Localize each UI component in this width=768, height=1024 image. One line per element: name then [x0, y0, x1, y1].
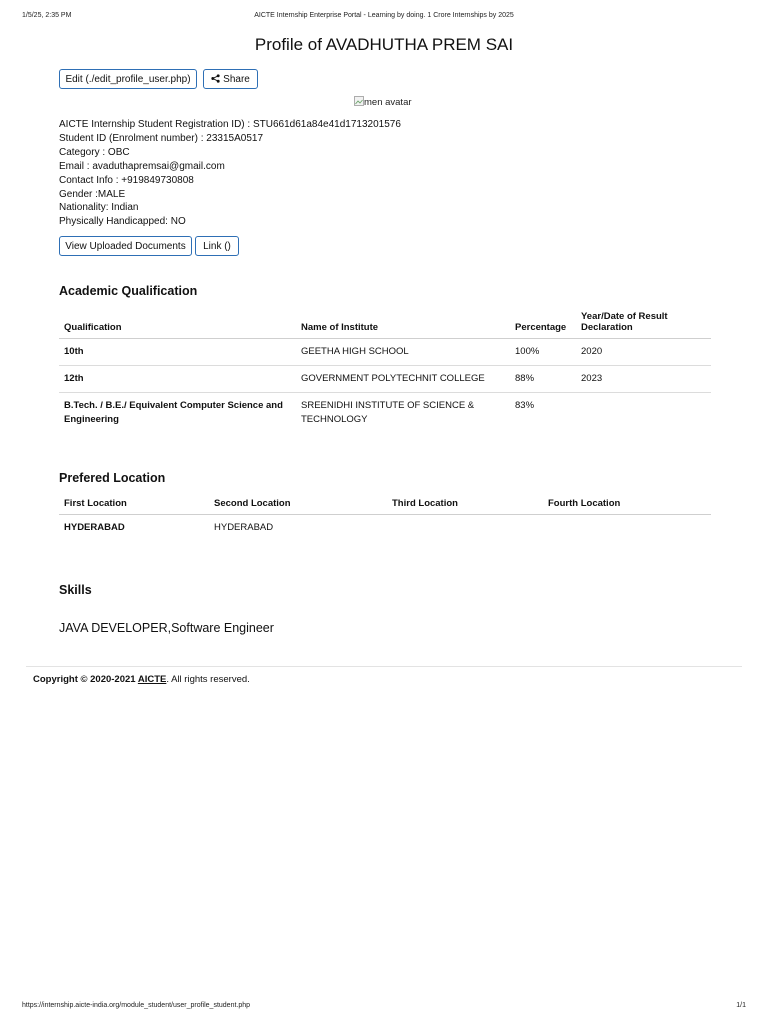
edit-profile-label: Edit (./edit_profile_user.php) — [65, 74, 191, 85]
second-location-cell: HYDERABAD — [214, 522, 274, 533]
header-percentage: Percentage — [510, 308, 576, 339]
institute-cell: SREENIDHI INSTITUTE OF SCIENCE & TECHNOLOGY — [296, 393, 510, 434]
link-button[interactable] — [195, 236, 239, 256]
table-row — [59, 515, 711, 542]
header-first-location: First Location — [59, 495, 209, 515]
footer-divider — [26, 666, 742, 667]
header-second-location: Second Location — [209, 495, 387, 515]
page-title: Profile of AVADHUTHA PREM SAI — [254, 35, 514, 54]
year-cell: 2023 — [576, 366, 711, 393]
registration-id: AICTE Internship Student Registration ID) : STU661d61a84e41d1713201576 — [59, 119, 401, 130]
print-url: https://internship.aicte-india.org/module_student/user_profile_student.php — [22, 1002, 251, 1009]
contact-info: Contact Info : +919849730808 — [59, 174, 194, 186]
third-location-cell — [387, 515, 543, 542]
view-documents-label: View Uploaded Documents — [65, 241, 186, 252]
student-info — [59, 118, 401, 229]
academic-section-title: Academic Qualification — [59, 284, 198, 298]
share-icon — [211, 71, 220, 91]
location-section-title: Prefered Location — [59, 471, 166, 485]
email: Email : avaduthapremsai@gmail.com — [59, 160, 225, 172]
first-location-cell: HYDERABAD — [64, 522, 125, 533]
print-datetime: 1/5/25, 2:35 PM — [22, 12, 72, 19]
percentage-cell: 100% — [510, 339, 576, 366]
category: Category : OBC — [59, 146, 130, 158]
skills-section-title: Skills — [59, 583, 92, 597]
view-documents-button[interactable] — [59, 236, 192, 256]
header-year: Year/Date of Result Declaration — [576, 308, 711, 339]
physically-handicapped: Physically Handicapped: NO — [59, 216, 186, 228]
qualification-cell: B.Tech. / B.E./ Equivalent Computer Science and Engineering — [59, 393, 296, 434]
share-button[interactable] — [203, 69, 258, 89]
table-row — [59, 366, 711, 393]
student-id: Student ID (Enrolment number) : 23315A0517 — [59, 132, 264, 144]
print-page-title: AICTE Internship Enterprise Portal - Learning by doing. 1 Crore Internships by 2025 — [254, 12, 514, 19]
academic-header-row — [59, 308, 711, 339]
header-institute: Name of Institute — [296, 308, 510, 339]
location-header-row — [59, 495, 711, 515]
copyright — [33, 674, 250, 685]
copyright-suffix: . All rights reserved. — [166, 674, 250, 685]
print-header — [0, 12, 768, 22]
link-label: Link () — [203, 241, 231, 252]
share-label: Share — [223, 74, 250, 85]
aicte-link[interactable]: AICTE — [137, 674, 167, 685]
year-cell — [576, 393, 711, 434]
skills-text: JAVA DEVELOPER,Software Engineer — [59, 621, 274, 635]
avatar-alt-text: men avatar — [364, 97, 412, 108]
qualification-cell: 10th — [59, 339, 296, 366]
avatar — [354, 96, 412, 108]
print-footer — [0, 1002, 768, 1012]
broken-image-icon — [354, 96, 364, 106]
header-qualification: Qualification — [59, 308, 296, 339]
fourth-location-cell — [543, 515, 711, 542]
location-table — [59, 495, 711, 541]
table-row — [59, 339, 711, 366]
institute-cell: GOVERNMENT POLYTECHNIT COLLEGE — [296, 366, 510, 393]
edit-profile-button[interactable] — [59, 69, 197, 89]
table-row — [59, 393, 711, 434]
nationality: Nationality: Indian — [59, 202, 139, 214]
percentage-cell: 83% — [510, 393, 576, 434]
qualification-cell: 12th — [59, 366, 296, 393]
gender: Gender :MALE — [59, 188, 126, 200]
header-fourth-location: Fourth Location — [543, 495, 711, 515]
academic-table — [59, 308, 711, 433]
header-third-location: Third Location — [387, 495, 543, 515]
copyright-prefix: Copyright © 2020-2021 — [33, 674, 138, 685]
print-page-number: 1/1 — [736, 1002, 746, 1009]
institute-cell: GEETHA HIGH SCHOOL — [296, 339, 510, 366]
year-cell: 2020 — [576, 339, 711, 366]
percentage-cell: 88% — [510, 366, 576, 393]
